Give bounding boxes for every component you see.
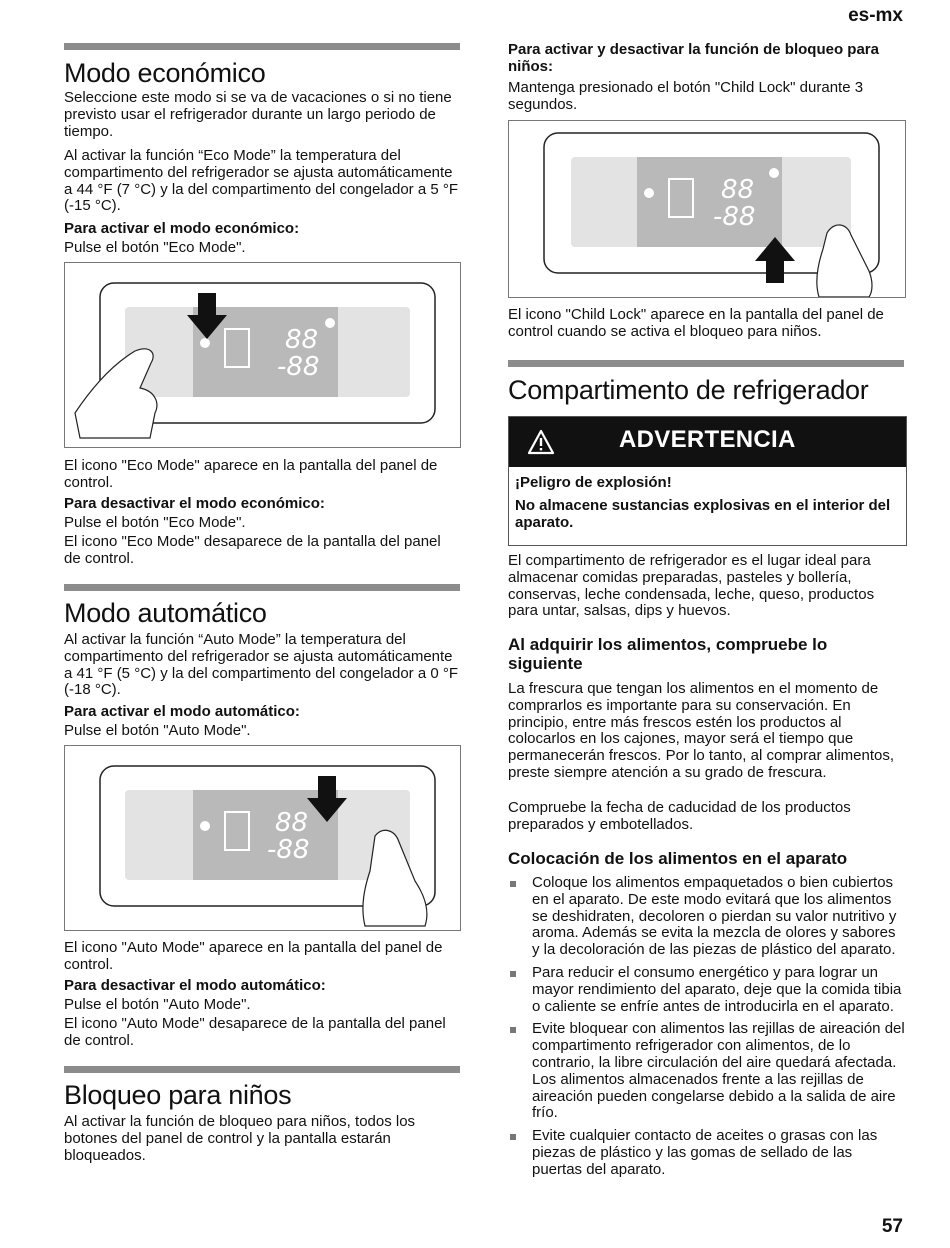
section-divider [508,360,904,367]
warning-explosion-hazard: ¡Peligro de explosión! [515,474,672,491]
auto-icon-disappears: El icono "Auto Mode" desaparece de la pantalla del panel de control. [64,1015,446,1049]
child-lock-activate-text: Mantenga presionado el botón "Child Lock" durante 3 segundos. [508,79,864,113]
language-code: es-mx [848,5,903,26]
eco-icon-disappears: El icono "Eco Mode" desaparece de la pantalla del panel de control. [64,533,441,567]
auto-mode-illustration [64,745,461,931]
buying-food-text: La frescura que tengan los alimentos en el momento de comprarlos es importante para su conservación. En principio, entre más frescos estén los productos al colocarlos en los cajones, mayor será el tiempo que permanecerán frescos. Por lo tanto, al comprar alimentos, preste siempre atención a su grado de frescura. [508,680,895,781]
auto-mode-description: Al activar la función “Auto Mode” la temperatura del compartimento del refrigerador se ajusta automáticamente a 41 °F (5 °C) y la del compartimento del congelador a 0 °F (-18 °C). [64,631,459,699]
auto-deactivate-text: Pulse el botón "Auto Mode". [64,996,251,1013]
section-divider [64,1066,460,1073]
eco-mode-intro: Seleccione este modo si se va de vacaciones o si no tiene previsto usar el refrigerador durante un largo periodo de tiempo. [64,89,452,140]
page-number: 57 [881,1216,903,1237]
child-lock-title: Bloqueo para niños [64,1080,292,1110]
warning-title: ADVERTENCIA [619,426,796,453]
warning-header [509,417,906,467]
section-divider [64,584,460,591]
child-lock-activate-label: Para activar y desactivar la función de bloqueo para niños: [508,41,879,75]
svg-text:-88: -88 [277,352,320,382]
eco-deactivate-label: Para desactivar el modo económico: [64,495,325,512]
eco-activate-label: Para activar el modo económico: [64,220,300,237]
eco-mode-description: Al activar la función “Eco Mode” la temperatura del compartimento del refrigerador se ajusta automáticamente a 44 °F (7 °C) y la del compartimento del congelador a 5 °F (-15 °C). [64,147,459,215]
warning-triangle-icon [527,429,555,455]
auto-icon-appears: El icono "Auto Mode" aparece en la pantalla del panel de control. [64,939,443,973]
svg-text:88: 88 [721,175,755,205]
warning-box [508,416,907,546]
eco-deactivate-text: Pulse el botón "Eco Mode". [64,514,246,531]
fridge-compartment-description: El compartimento de refrigerador es el lugar ideal para almacenar comidas preparadas, pasteles y bollería, conservas, leche condensada, leche, queso, productos para untar, salsas, dips y huevos. [508,552,875,620]
auto-activate-text: Pulse el botón "Auto Mode". [64,722,251,739]
svg-text:88: 88 [275,808,309,838]
eco-mode-title: Modo económico [64,58,266,88]
expiry-date-text: Compruebe la fecha de caducidad de los productos preparados y embotellados. [508,799,851,833]
list-item: Evite bloquear con alimentos las rejillas de aireación del compartimento refrigerador con alimentos, de lo contrario, la libre circulación del aire quedará afectada. Los alimentos almacenados frente a las rejillas de aireación pueden congelarse debido a la salida de aire frío. [508,1021,906,1122]
eco-mode-illustration [64,262,461,448]
svg-text:88: 88 [285,325,319,355]
eco-activate-text: Pulse el botón "Eco Mode". [64,239,246,256]
placing-food-title: Colocación de los alimentos en el aparato [508,849,848,868]
list-item: Para reducir el consumo energético y para lograr un mayor rendimiento del aparato, deje que la comida tibia o caliente se enfríe antes de introducirla en el aparato. [508,965,906,1015]
svg-text:-88: -88 [267,835,310,865]
fridge-compartment-title: Compartimento de refrigerador [508,375,869,405]
buying-food-title: Al adquirir los alimentos, compruebe lo siguiente [508,635,828,673]
svg-text:-88: -88 [713,202,756,232]
auto-activate-label: Para activar el modo automático: [64,703,300,720]
placing-food-list [508,875,906,1185]
child-lock-illustration [508,120,906,298]
child-lock-description: Al activar la función de bloqueo para niños, todos los botones del panel de control y la pantalla estarán bloqueados. [64,1113,416,1164]
child-lock-icon-appears: El icono "Child Lock" aparece en la pantalla del panel de control cuando se activa el bloqueo para niños. [508,306,884,340]
section-divider [64,43,460,50]
auto-deactivate-label: Para desactivar el modo automático: [64,977,326,994]
list-item: Evite cualquier contacto de aceites o grasas con las piezas de plástico y las gomas de sellado de las puertas del aparato. [508,1128,906,1178]
auto-mode-title: Modo automático [64,598,267,628]
list-item: Coloque los alimentos empaquetados o bien cubiertos en el aparato. De este modo evitará que los alimentos se deshidraten, decoloren o pierdan su valor nutritivo y aroma. Además se evita la mezcla de olores y sabores y la decoloración de las piezas de plástico del aparato. [508,875,906,959]
eco-icon-appears: El icono "Eco Mode" aparece en la pantalla del panel de control. [64,457,438,491]
warning-no-explosives: No almacene sustancias explosivas en el interior del aparato. [515,497,891,531]
